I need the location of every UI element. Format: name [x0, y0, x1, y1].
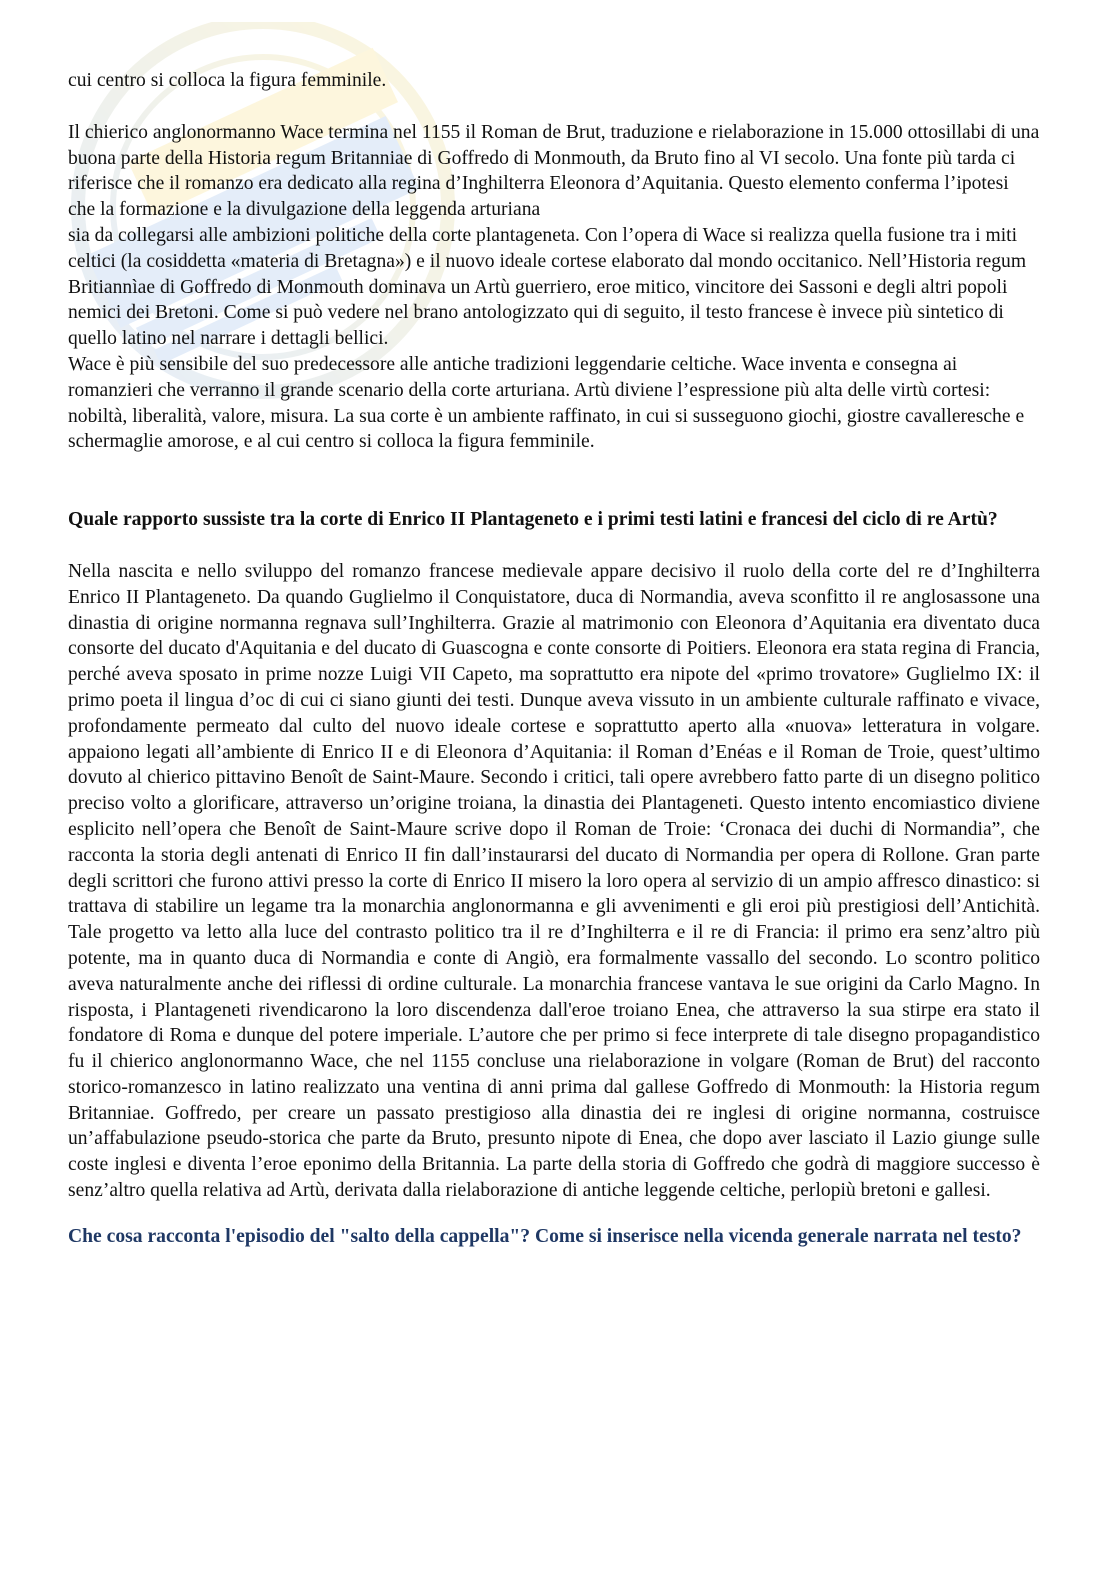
- paragraph-wace-2: sia da collegarsi alle ambizioni politiche della corte plantageneta. Con l’opera di Wace si realizza quella fusione tra i miti celtici (la cosiddetta «materia di Bretagna») e il nuovo ideale cortese elaborato dal mondo occitanico. Nell’Historia regum Britiannìae di Goffredo di Monmouth dominava un Artù guerriero, eroe mitico, vincitore dei Sassoni e degli altri popoli nemici dei Bretoni. Come si può vedere nel brano antologizzato qui di seguito, il testo francese è invece più sintetico di quello latino nel narrare i dettagli bellici.: [68, 224, 1027, 350]
- paragraph-wace-3: Wace è più sensibile del suo predecessore alle antiche tradizioni leggendarie celtiche. Wace inventa e consegna ai romanzieri che verranno il grande scenario della corte arturiana. Artù diviene l’espressione più alta delle virtù cortesi: nobiltà, liberalità, valore, misura. La sua corte è un ambiente raffinato, in cui si susseguono giochi, giostre cavalleresche e schermaglie amorose, e al cui centro si colloca la figura femminile.: [68, 353, 1025, 453]
- paragraph-wace-1: Il chierico anglonormanno Wace termina nel 1155 il Roman de Brut, traduzione e rielaborazione in 15.000 ottosillabi di una buona parte della Historia regum Britanniae di Goffredo di Monmouth, da Bruto fino al VI secolo. Una fonte più tarda ci riferisce che il romanzo era dedicato alla regina d’Inghilterra Eleonora d’Aquitania. Questo elemento conferma l’ipotesi che la formazione e la divulgazione della leggenda arturiana: [68, 121, 1040, 221]
- question-heading-2: Che cosa racconta l'episodio del "salto della cappella"? Come si inserisce nella vicenda generale narrata nel testo?: [68, 1225, 1022, 1247]
- question-heading-1: Quale rapporto sussiste tra la corte di Enrico II Plantageneto e i primi testi latini e francesi del ciclo di re Artù?: [68, 509, 998, 531]
- answer-paragraph-1: Nella nascita e nello sviluppo del romanzo francese medievale appare decisivo il ruolo della corte del re d’Inghilterra Enrico II Plantageneto. Da quando Guglielmo il Conquistatore, duca di Normandia, aveva sconfitto il re anglosassone una dinastia di origine normanna regnava sull’Inghilterra. Grazie al matrimonio con Eleonora d’Aquitania era diventato duca consorte del ducato d'Aquitania e del ducato di Guascogna e conte consorte di Poitiers. Eleonora era stata regina di Francia, perché aveva sposato in prime nozze Luigi VII Capeto, ma soprattutto era nipote del «primo trovatore» Guglielmo IX: il primo poeta il lingua d’oc di cui ci siano giunti dei testi. Dunque aveva vissuto in un ambiente culturale raffinato e vivace, profondamente permeato dal culto del nuovo ideale cortese e soprattutto aperto alla «nuova» letteratura in volgare. appaiono legati all’ambiente di Enrico II e di Eleonora d’Aquitania: il Roman d’Enéas e il Roman de Troie, quest’ultimo dovuto al chierico pittavino Benoît de Saint-Maure. Secondo i critici, tali opere avrebbero fatto parte di un disegno politico preciso volto a glorificare, attraverso un’origine troiana, la dinastia dei Plantageneti. Questo intento encomiastico diviene esplicito nell’opera che Benoît de Saint-Maure scrive dopo il Roman de Troie: ‘Cronaca dei duchi di Normandia”, che racconta la storia degli antenati di Enrico II fin dall’instaurarsi del ducato di Normandia per opera di Rollone. Gran parte degli scrittori che furono attivi presso la corte di Enrico II misero la loro opera al servizio di un ampio affresco dinastico: si trattava di stabilire un legame tra la monarchia anglonormanna e gli avvenimenti e gli eroi più prestigiosi dell’Antichità. Tale progetto va letto alla luce del contrasto politico tra il re d’Inghilterra e il re di Francia: il primo era senz’altro più potente, ma in quanto duca di Normandia e conte di Angiò, era formalmente vassallo del secondo. Lo scontro politico aveva naturalmente anche dei riflessi di ordine culturale. La monarchia francese vantava le sue origini da Carlo Magno. In risposta, i Plantageneti rivendicarono la loro discendenza dall'eroe troiano Enea, che attraverso la sua stirpe era stato il fondatore di Roma e dunque del potere imperiale. L’autore che per primo si fece interprete di tale disegno propagandistico fu il chierico anglonormanno Wace, che nel 1155 concluse una rielaborazione in volgare (Roman de Brut) del racconto storico-romanzesco in latino realizzato una ventina di anni prima dal gallese Goffredo di Monmouth: la Historia regum Britanniae. Goffredo, per creare un passato prestigioso alla dinastia dei re inglesi di origine normanna, costruisce un’affabulazione pseudo-storica che parte da Bruto, presunto nipote di Enea, che dopo aver lasciato il Lazio giunge sulle coste inglesi e diventa l’eroe eponimo della Britannia. La parte della storia di Goffredo che godrà di maggiore successo è senz’altro quella relativa ad Artù, derivata dalla rielaborazione di antiche leggende celtiche, perlopiù bretoni e gallesi.: [68, 560, 1040, 1202]
- document-page: [68, 68, 1040, 1250]
- intro-fragment: cui centro si colloca la figura femminile.: [68, 70, 387, 91]
